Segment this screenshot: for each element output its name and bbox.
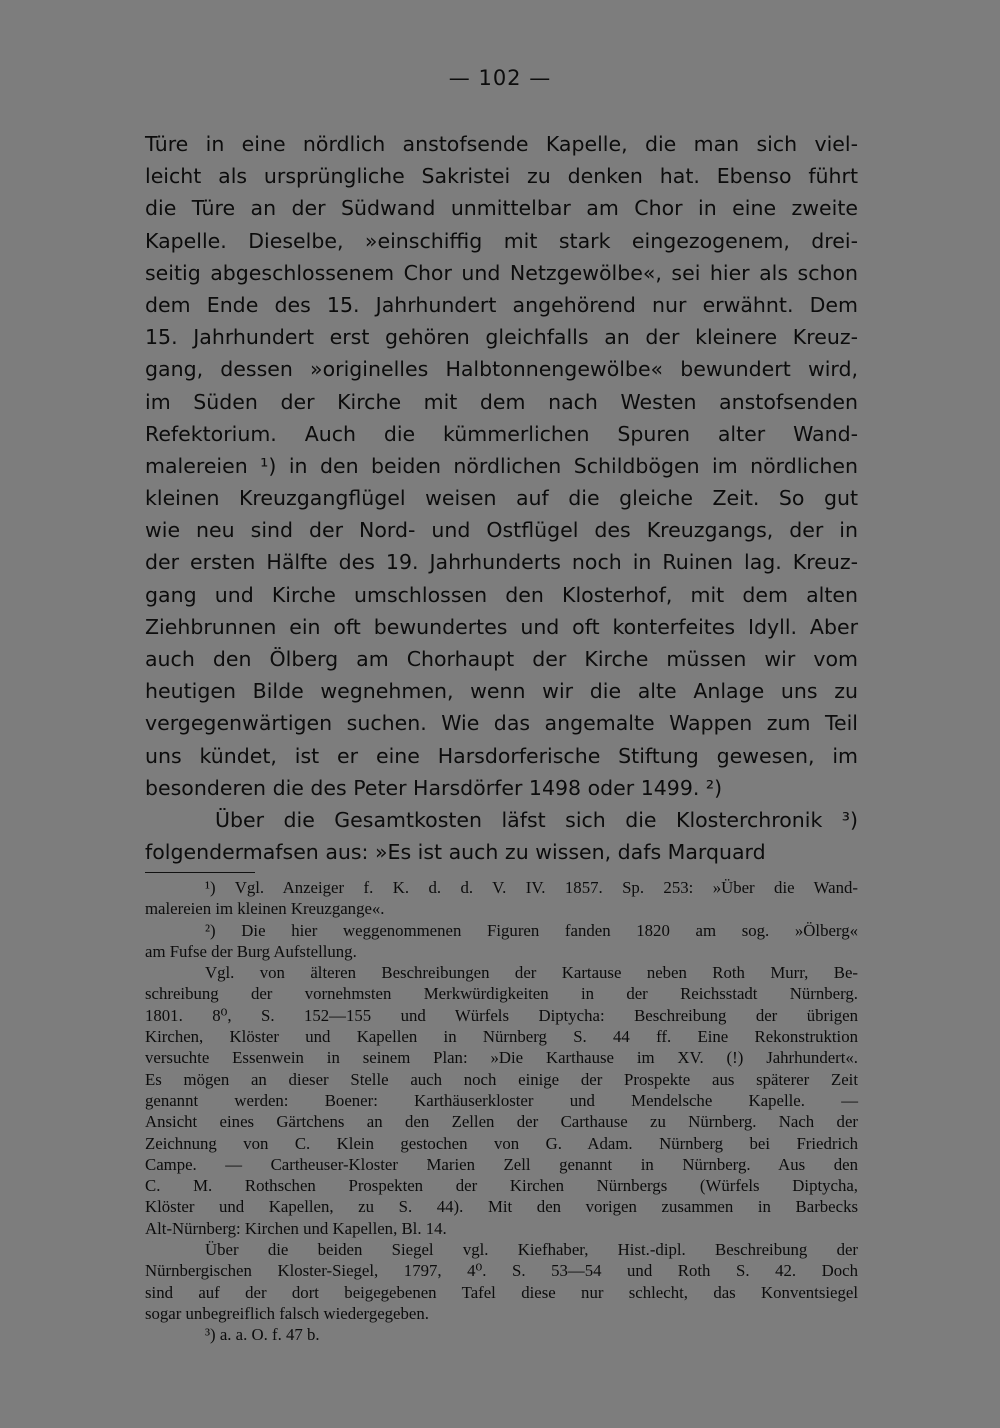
body-line: der ersten Hälfte des 19. Jahrhunderts noch in Ruinen lag. Kreuz- (145, 550, 858, 575)
footnote-line: Es mögen an dieser Stelle auch noch einige der Prospekte aus späterer Zeit (145, 1069, 858, 1089)
body-line: besonderen die des Peter Harsdörfer 1498 oder 1499. ²) (145, 775, 723, 800)
body-line: im Süden der Kirche mit dem nach Westen anstofsenden (145, 389, 858, 414)
body-line: auch den Ölberg am Chorhaupt der Kirche müssen wir vom (145, 647, 858, 671)
footnote-line: Zeichnung von C. Klein gestochen von G. Adam. Nürnberg bei Friedrich (145, 1133, 858, 1153)
body-line: heutigen Bilde wegnehmen, wenn wir die alte Anlage uns zu (145, 679, 858, 704)
body-line: Ziehbrunnen ein oft bewundertes und oft konterfeites Idyll. Aber (145, 614, 858, 639)
footnote-line: sind auf der dort beigegebenen Tafel diese nur schlecht, das Konventsiegel (145, 1282, 858, 1302)
body-line: folgendermafsen aus: »Es ist auch zu wissen, dafs Marquard (145, 840, 766, 865)
footnote-line: 1801. 8⁰, S. 152—155 und Würfels Diptycha: Beschreibung der übrigen (145, 1005, 858, 1025)
footnote-line: Campe. — Cartheuser-Kloster Marien Zell genannt in Nürnberg. Aus den (145, 1154, 858, 1174)
footnote-line: Vgl. von älteren Beschreibungen der Kartause neben Roth Murr, Be- (205, 963, 858, 983)
body-line: gang und Kirche umschlossen den Klosterhof, mit dem alten (145, 582, 858, 607)
footnote-line: Nürnbergischen Kloster-Siegel, 1797, 4⁰. S. 53—54 und Roth S. 42. Doch (145, 1261, 858, 1281)
footnote-line: sogar unbegreiflich falsch wiedergegeben. (145, 1303, 429, 1323)
footnote-line: Klöster und Kapellen, zu S. 44). Mit den vorigen zusammen in Barbecks (145, 1197, 858, 1217)
footnote-line: Kirchen, Klöster und Kapellen in Nürnberg S. 44 ff. Eine Rekonstruktion (145, 1027, 858, 1047)
footnote-line: versuchte Essenwein in seinem Plan: »Die Karthause im XV. (!) Jahrhundert«. (145, 1048, 858, 1068)
footnote-line: malereien im kleinen Kreuzgange«. (145, 899, 385, 919)
footnote-line: schreibung der vornehmsten Merkwürdigkeiten in der Reichsstadt Nürnberg. (145, 984, 858, 1004)
footnote-line: Über die beiden Siegel vgl. Kiefhaber, Hist.-dipl. Beschreibung der (205, 1240, 858, 1260)
footnote-divider (145, 872, 255, 873)
body-line: seitig abgeschlossenem Chor und Netzgewölbe«, sei hier als schon (145, 260, 858, 285)
body-text (145, 128, 858, 868)
footnote-line: ³) a. a. O. f. 47 b. (205, 1325, 320, 1345)
footnote-line: C. M. Rothschen Prospekten der Kirchen Nürnbergs (Würfels Diptycha, (145, 1176, 858, 1196)
body-line: Refektorium. Auch die kümmerlichen Spuren alter Wand- (145, 421, 858, 446)
footnotes (145, 877, 858, 1346)
body-line: dem Ende des 15. Jahrhundert angehörend nur erwähnt. Dem (145, 292, 858, 317)
body-line: malereien ¹) in den beiden nördlichen Schildbögen im nördlichen (145, 453, 858, 478)
body-line: wie neu sind der Nord- und Ostflügel des Kreuzgangs, der in (145, 518, 858, 543)
body-line: die Türe an der Südwand unmittelbar am Chor in eine zweite (145, 196, 858, 221)
footnote-line: ¹) Vgl. Anzeiger f. K. d. d. V. IV. 1857. Sp. 253: »Über die Wand- (205, 878, 858, 897)
footnote-line: am Fufse der Burg Aufstellung. (145, 941, 357, 961)
footnote-line: Ansicht eines Gärtchens an den Zellen der Carthause zu Nürnberg. Nach der (145, 1112, 858, 1132)
footnote-line: ²) Die hier weggenommenen Figuren fanden 1820 am sog. »Ölberg« (205, 920, 858, 940)
body-line: Kapelle. Dieselbe, »einschiffig mit stark eingezogenem, drei- (145, 228, 858, 253)
body-line: uns kündet, ist er eine Harsdorferische Stiftung gewesen, im (145, 743, 858, 768)
page-number: — 102 — (448, 66, 552, 90)
body-line: leicht als ursprüngliche Sakristei zu denken hat. Ebenso führt (145, 164, 858, 189)
body-line: Über die Gesamtkosten läfst sich die Klosterchronik ³) (215, 807, 858, 832)
footnote-line: genannt werden: Boener: Karthäuserkloster und Mendelsche Kapelle. — (145, 1090, 858, 1110)
body-line: gang, dessen »originelles Halbtonnengewölbe« bewundert wird, (145, 357, 858, 382)
body-line: vergegenwärtigen suchen. Wie das angemalte Wappen zum Teil (145, 711, 858, 736)
body-line: Türe in eine nördlich anstofsende Kapelle, die man sich viel- (145, 132, 858, 156)
footnote-line: Alt-Nürnberg: Kirchen und Kapellen, Bl. 14. (145, 1218, 447, 1238)
body-line: kleinen Kreuzgangflügel weisen auf die gleiche Zeit. So gut (145, 486, 858, 511)
body-line: 15. Jahrhundert erst gehören gleichfalls an der kleinere Kreuz- (145, 325, 858, 350)
